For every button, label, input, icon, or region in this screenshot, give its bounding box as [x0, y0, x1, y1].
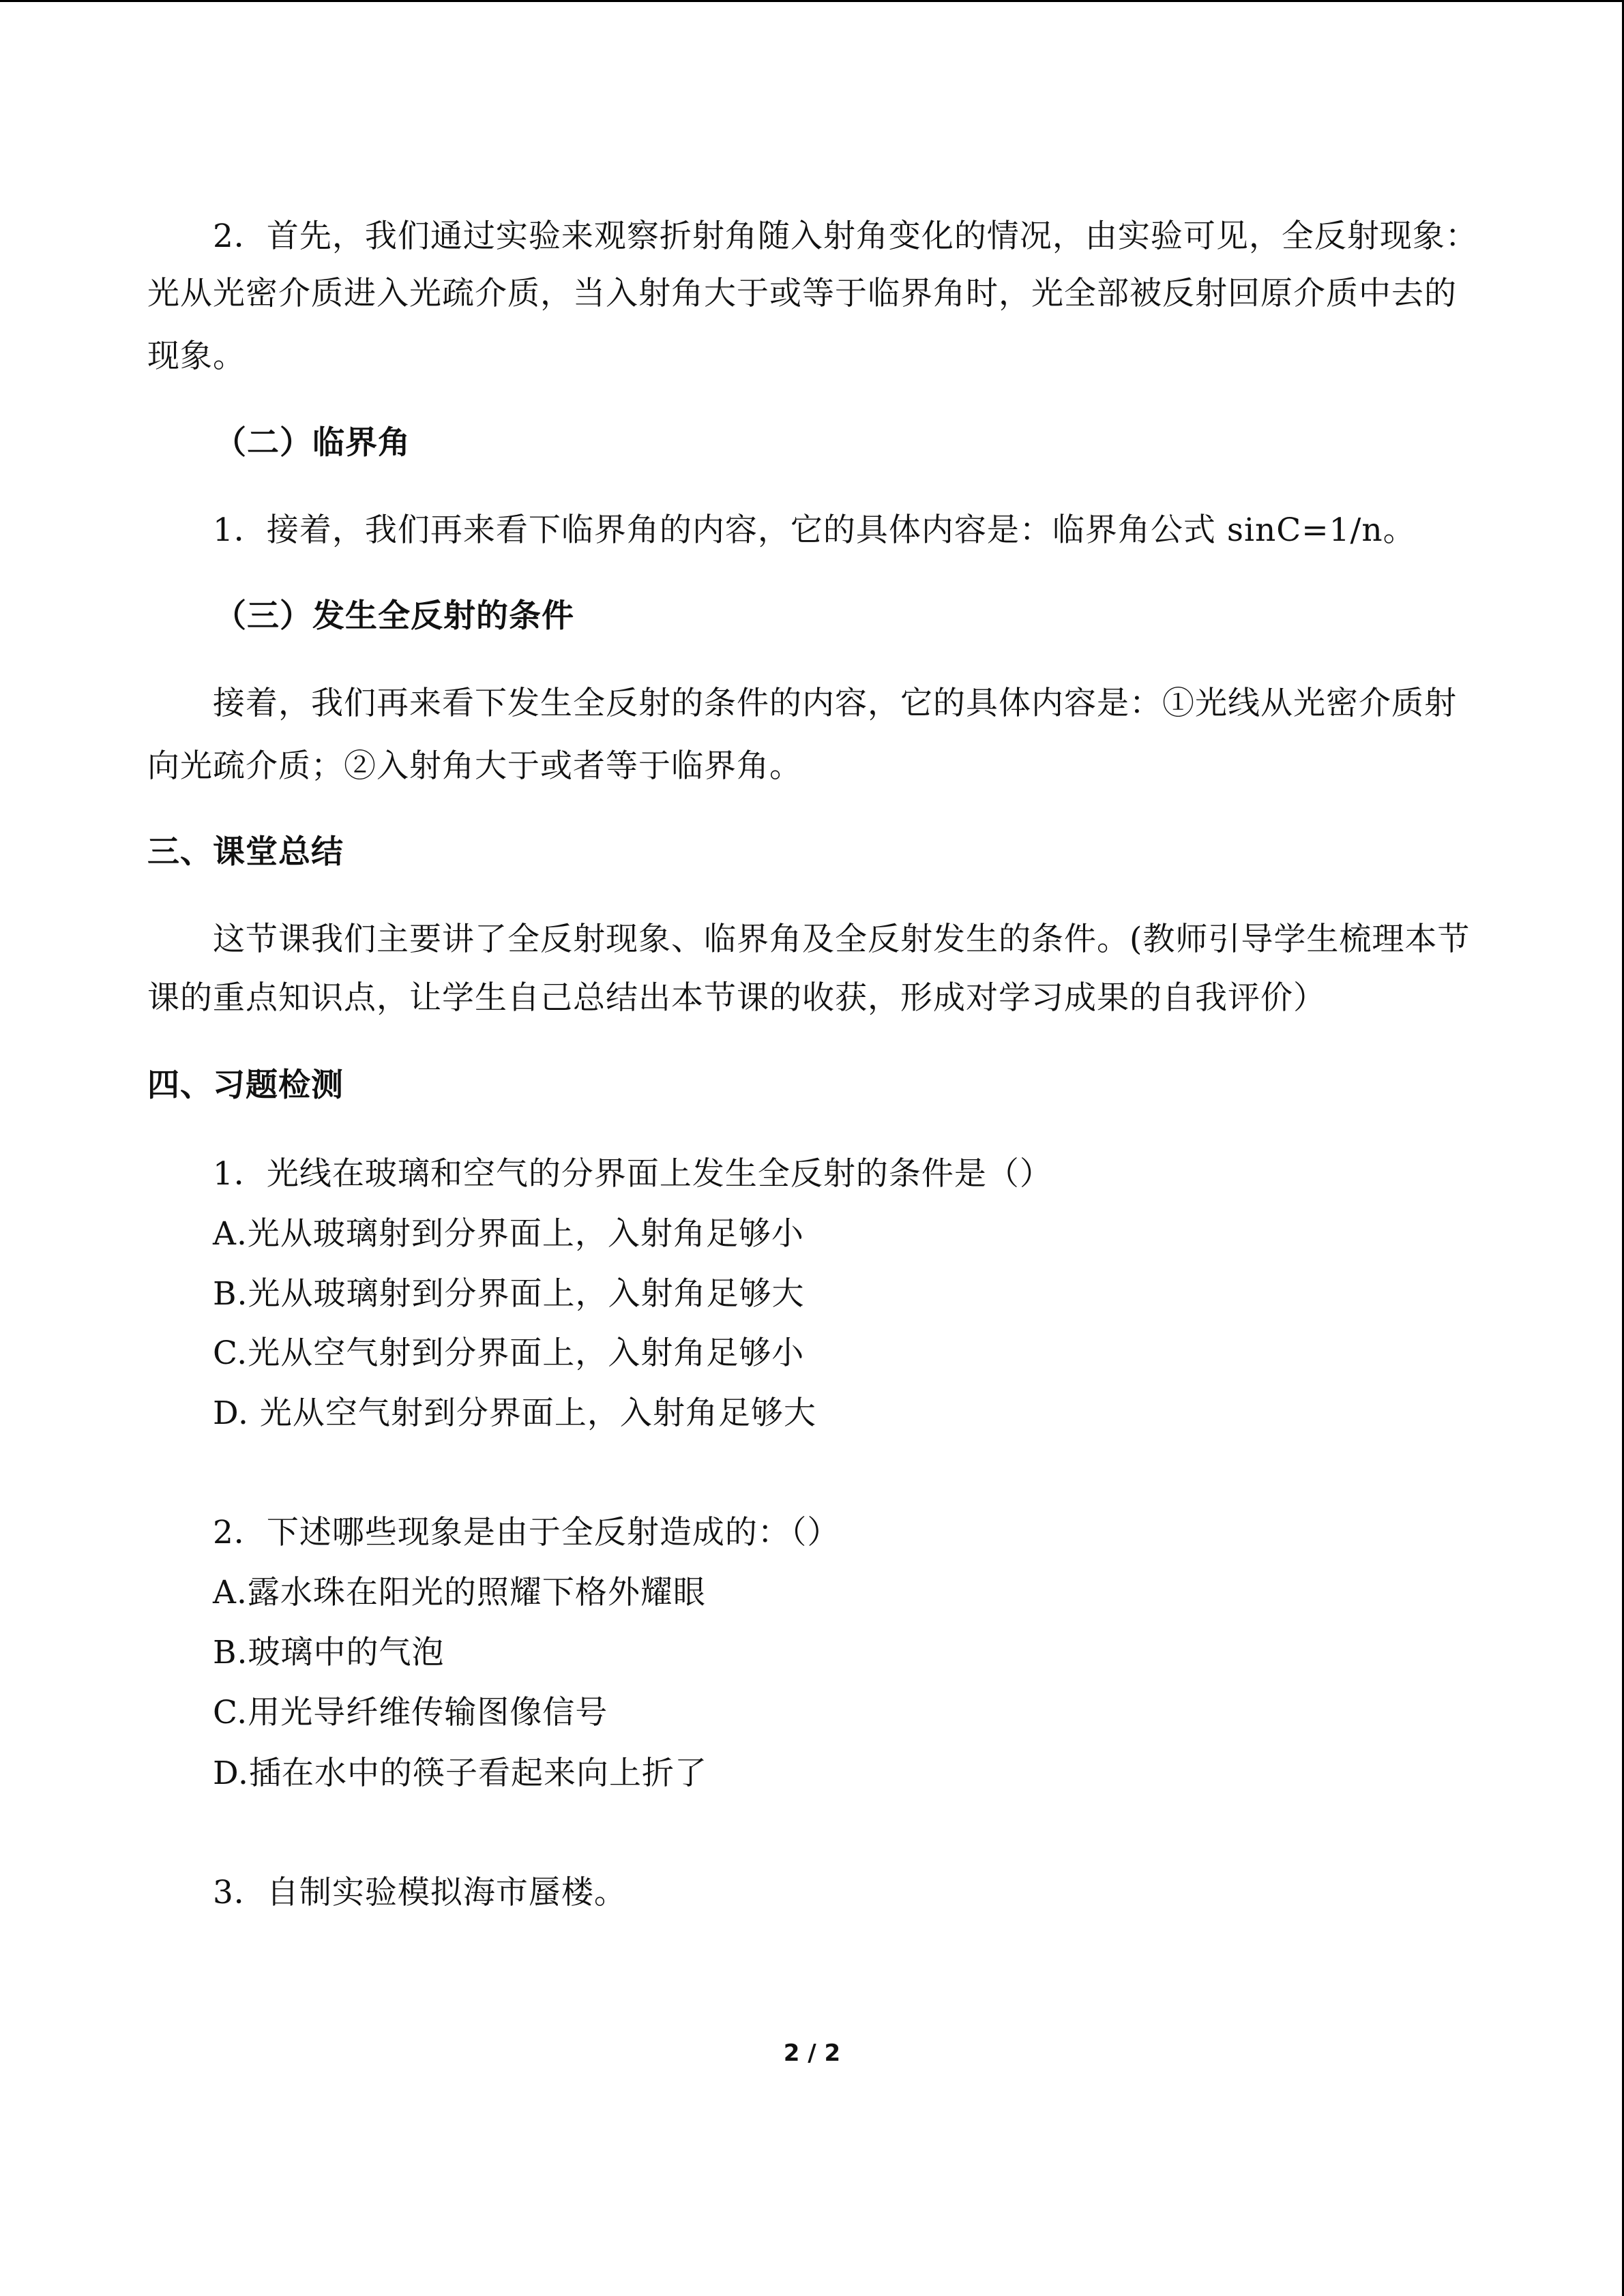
question-option: D. 光从空气射到分界面上，入射角足够大 [213, 1395, 816, 1432]
question-stem: 3．自制实验模拟海市蜃楼。 [213, 1874, 627, 1911]
paragraph-line: 光从光密介质进入光疏介质，当入射角大于或等于临界角时，光全部被反射回原介质中去的 [147, 275, 1457, 312]
paragraph-line: 1．接着，我们再来看下临界角的内容，它的具体内容是：临界角公式 sinC=1/n。 [213, 511, 1416, 549]
question-option: D.插在水中的筷子看起来向上折了 [213, 1755, 707, 1792]
paragraph-line: 现象。 [147, 338, 246, 375]
paragraph-line: 2．首先，我们通过实验来观察折射角随入射角变化的情况，由实验可见，全反射现象： [213, 218, 1478, 255]
question-option: C.用光导纤维传输图像信号 [213, 1694, 608, 1731]
section-heading: 四、习题检测 [147, 1067, 344, 1104]
question-stem: 2．下述哪些现象是由于全反射造成的：（） [213, 1514, 840, 1551]
question-option: B.光从玻璃射到分界面上，入射角足够大 [213, 1275, 805, 1313]
section-heading: 三、课堂总结 [147, 833, 344, 871]
question-option: B.玻璃中的气泡 [213, 1634, 445, 1671]
paragraph-line: 课的重点知识点，让学生自己总结出本节课的收获，形成对学习成果的自我评价） [147, 979, 1326, 1017]
section-heading: （三）发生全反射的条件 [214, 597, 574, 635]
question-option: A.露水珠在阳光的照耀下格外耀眼 [213, 1574, 706, 1611]
question-option: A.光从玻璃射到分界面上，入射角足够小 [213, 1215, 804, 1253]
paragraph-line: 向光疏介质；②入射角大于或者等于临界角。 [147, 747, 802, 785]
paragraph-line: 接着，我们再来看下发生全反射的条件的内容，它的具体内容是：①光线从光密介质射 [213, 685, 1457, 722]
question-stem: 1．光线在玻璃和空气的分界面上发生全反射的条件是（） [213, 1155, 1052, 1193]
page-number: 2 / 2 [783, 2040, 841, 2067]
question-option: C.光从空气射到分界面上，入射角足够小 [213, 1335, 805, 1372]
paragraph-line: 这节课我们主要讲了全反射现象、临界角及全反射发生的条件。(教师引导学生梳理本节 [213, 921, 1471, 958]
section-heading: （二）临界角 [214, 424, 411, 462]
